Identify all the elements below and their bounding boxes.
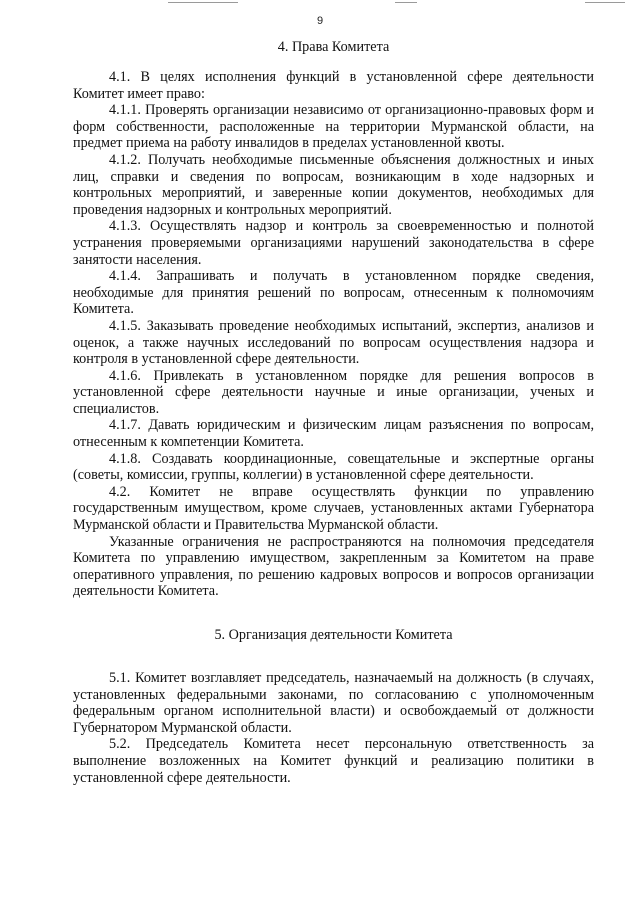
paragraph-4-1-4: 4.1.4. Запрашивать и получать в установленном порядке сведения, необходимые для принятия решений по вопросам, отнесенным к полномочиям Комитета. [73,268,594,318]
section-heading-organization: 5. Организация деятельности Комитета [214,627,453,643]
paragraph-4-1-6: 4.1.6. Привлекать в установленном порядке для решения вопросов в установленной сфере деятельности научные и иные организации, ученых и специалистов. [73,367,594,417]
paragraph-4-1-2: 4.1.2. Получать необходимые письменные объяснения должностных и иных лиц, справки и сведения по вопросам, возникающим в ходе надзорных и контрольных мероприятий, и заверенные копии документов, необходимых для проведения надзорных и контрольных мероприятий. [73,151,594,218]
page-number: 9 [316,15,324,27]
paragraph-5-1: 5.1. Комитет возглавляет председатель, назначаемый на должность (в случаях, установленных федеральными законами, по согласованию с уполномоченным федеральным органом исполнительной власти) и освобождаемый от должности Губернатором Мурманской области. [73,670,594,736]
scan-artifact-line [585,2,625,3]
paragraph-4-2-note: Указанные ограничения не распространяются на полномочия председателя Комитета по управлению имуществом, закрепленным за Комитетом на праве оперативного управления, по решению кадровых вопросов и вопросов организации деятельности Комитета. [73,533,594,600]
document-body [73,38,594,786]
section-heading-rights: 4. Права Комитета [277,39,390,55]
paragraph-5-2: 5.2. Председатель Комитета несет персональную ответственность за выполнение возложенных на Комитет функций и реализацию политики в установленной сфере деятельности. [73,736,594,786]
paragraph-4-1-8: 4.1.8. Создавать координационные, совещательные и экспертные органы (советы, комиссии, группы, коллегии) в установленной сфере деятельности. [73,450,594,484]
paragraph-4-1-1: 4.1.1. Проверять организации независимо от организационно-правовых форм и форм собственности, расположенные на территории Мурманской области, на предмет приема на работу инвалидов в пределах установленной квоты. [73,102,594,152]
paragraph-4-1-5: 4.1.5. Заказывать проведение необходимых испытаний, экспертиз, анализов и оценок, а также научных исследований по вопросам осуществления надзора и контроля в установленной сфере деятельности. [73,317,594,368]
paragraph-4-1-7: 4.1.7. Давать юридическим и физическим лицам разъяснения по вопросам, отнесенным к компетенции Комитета. [73,417,594,451]
scan-artifact-line [168,2,238,3]
paragraph-4-2: 4.2. Комитет не вправе осуществлять функции по управлению государственным имуществом, кроме случаев, установленных актами Губернатора Мурманской области и Правительства Мурманской области. [73,483,594,534]
paragraph-4-1-3: 4.1.3. Осуществлять надзор и контроль за своевременностью и полнотой устранения проверяемыми организациями нарушений законодательства в сфере занятости населения. [73,218,594,268]
paragraph-4-1: 4.1. В целях исполнения функций в установленной сфере деятельности Комитет имеет право: [73,69,594,102]
scan-artifact-line [395,2,417,3]
